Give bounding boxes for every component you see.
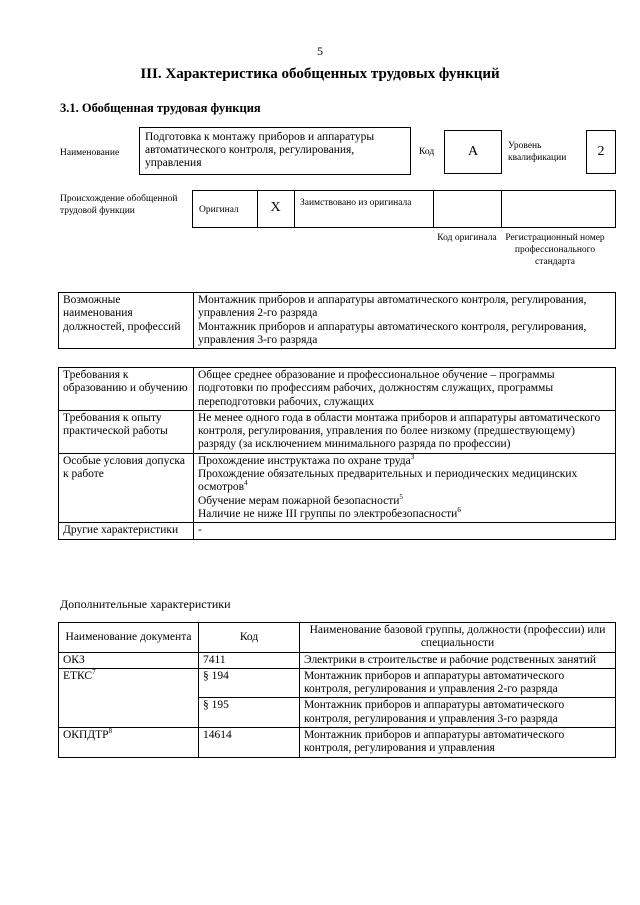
origin-divider (294, 191, 295, 227)
origin-label: Происхождение обобщенной трудовой функции (60, 194, 178, 216)
education-value: Общее среднее образование и профессиональное обучение – программы подготовки по профессиям рабочих, должностям служащих, программы переподготовки рабочих, служащих (194, 368, 616, 411)
code-cell: 7411 (199, 652, 300, 668)
code-original-caption: Код оригинала (437, 233, 497, 243)
subsection-title: 3.1. Обобщенная трудовая функция (60, 101, 261, 115)
special-label: Особые условия допуска к работе (59, 453, 194, 522)
positions-table (58, 292, 616, 349)
additional-title: Дополнительные характеристики (60, 597, 231, 611)
code-value: А (467, 144, 479, 159)
origin-divider (433, 191, 434, 227)
level-value-box (586, 130, 616, 174)
table-row (59, 652, 616, 668)
name-cell: Монтажник приборов и аппаратуры автоматического контроля, регулирования и управления 3-го разряда (300, 698, 616, 728)
requirements-table (58, 367, 616, 540)
positions-values (194, 293, 616, 349)
reg-number-caption: Регистрационный номер профессионального стандарта (505, 233, 605, 267)
other-value: - (194, 523, 616, 539)
position-item: Монтажник приборов и аппаратуры автоматического контроля, регулирования, управления 2-го разряда (198, 294, 587, 320)
position-item: Монтажник приборов и аппаратуры автоматического контроля, регулирования, управления 3-го разряда (198, 320, 587, 346)
other-label: Другие характеристики (59, 523, 194, 539)
special-item: Прохождение инструктажа по охране труда$^3$ (198, 452, 415, 467)
doc-cell: ОКЗ (59, 652, 199, 668)
special-item: Наличие не ниже III группы по электробезопасности$^6$ (198, 506, 461, 520)
header-doc: Наименование документа (59, 623, 199, 653)
additional-table (58, 622, 616, 758)
level-label: Уровень квалификации (508, 141, 567, 163)
origin-table (192, 190, 616, 228)
page-number: 5 (317, 44, 323, 58)
special-values (194, 453, 616, 522)
table-row (59, 728, 616, 758)
borrowed-label: Заимствовано из оригинала (300, 198, 412, 208)
function-name-box (139, 127, 411, 175)
header-name: Наименование базовой группы, должности (профессии) или специальности (300, 623, 616, 653)
education-label: Требования к образованию и обучению (59, 368, 194, 411)
name-cell: Монтажник приборов и аппаратуры автоматического контроля, регулирования и управления (300, 728, 616, 758)
original-label: Оригинал (199, 205, 239, 215)
name-cell: Монтажник приборов и аппаратуры автоматического контроля, регулирования и управления 2-го разряда (300, 668, 616, 698)
doc-cell: ОКПДТР$^8$ (59, 728, 199, 758)
code-label: Код (419, 147, 435, 157)
original-mark: Х (270, 200, 281, 215)
positions-label: Возможные наименования должностей, профессий (59, 293, 194, 349)
function-name-value: Подготовка к монтажу приборов и аппаратуры автоматического контроля, регулирования, управления (145, 131, 375, 169)
table-row (59, 668, 616, 698)
doc-cell: ЕТКС$^7$ (59, 668, 199, 727)
origin-divider (501, 191, 502, 227)
section-title: III. Характеристика обобщенных трудовых функций (140, 66, 500, 82)
code-cell: § 195 (199, 698, 300, 728)
code-cell: § 194 (199, 668, 300, 698)
experience-label: Требования к опыту практической работы (59, 410, 194, 453)
special-item: Обучение мерам пожарной безопасности$^5$ (198, 492, 403, 507)
name-label: Наименование (60, 148, 120, 158)
code-cell: 14614 (199, 728, 300, 758)
header-code: Код (199, 623, 300, 653)
code-value-box (444, 130, 502, 174)
name-cell: Электрики в строительстве и рабочие родственных занятий (300, 652, 616, 668)
special-item: Прохождение обязательных предварительных и периодических медицинских осмотров$^4$ (198, 468, 578, 494)
experience-value: Не менее одного года в области монтажа приборов и аппаратуры автоматического контроля, регулирования, управления по более низкому (предшествующему) разряду (за исключением минимального разряда по профессии) (194, 410, 616, 453)
level-value: 2 (597, 144, 605, 159)
